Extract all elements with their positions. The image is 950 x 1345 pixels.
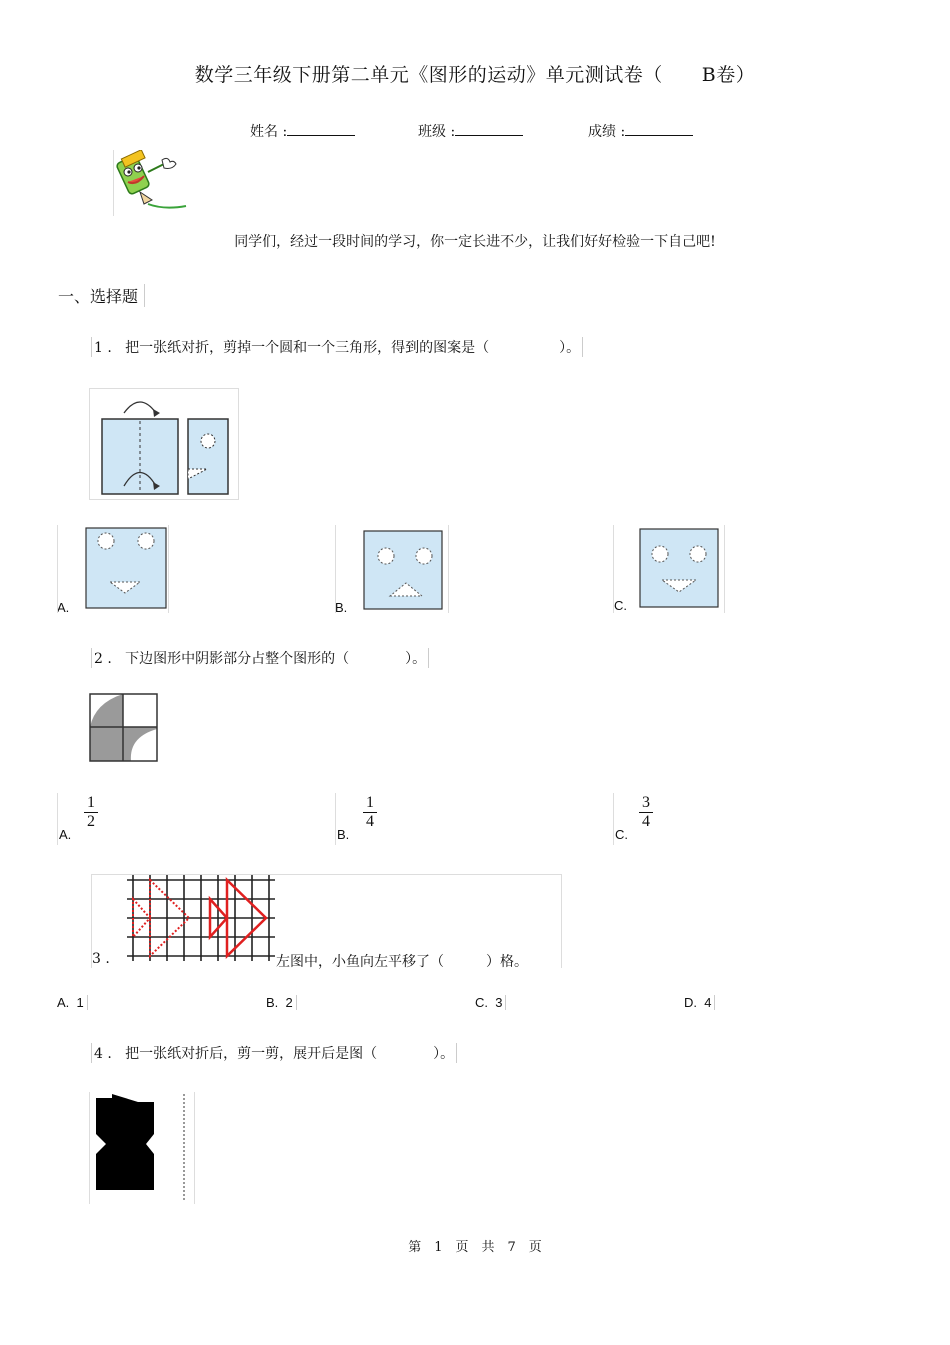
q2-option-c-label: C. xyxy=(615,827,628,842)
q1-number: 1 . xyxy=(94,340,112,356)
class-blank[interactable] xyxy=(455,123,523,136)
name-field[interactable] xyxy=(250,121,355,141)
name-blank[interactable] xyxy=(287,123,355,136)
question-4 xyxy=(91,1043,457,1063)
q4-number: 4 . xyxy=(94,1046,112,1062)
q4-folded-paper-figure xyxy=(89,1092,195,1204)
q3-number: 3 . xyxy=(92,951,110,967)
q2-option-b-fraction xyxy=(363,795,377,830)
section-title: 一、选择题 xyxy=(58,284,145,307)
q2-text: 下边图形中阴影部分占整个图形的（ ）。 xyxy=(125,651,427,667)
q2-number: 2 . xyxy=(94,651,112,667)
q1-option-a-label[interactable]: A. xyxy=(57,600,70,615)
q1-text: 把一张纸对折，剪掉一个圆和一个三角形，得到的图案是（ ）。 xyxy=(125,340,581,356)
q1-option-b-label[interactable]: B. xyxy=(335,600,348,615)
name-label: 姓名 : xyxy=(250,124,288,140)
q3-option-d-label: D. xyxy=(684,995,697,1010)
q2-b-denominator: 4 xyxy=(366,813,374,830)
q3-option-b[interactable] xyxy=(266,995,297,1010)
q1-option-a[interactable] xyxy=(57,525,169,613)
q2-shaded-figure xyxy=(89,693,159,763)
q3-option-a-value: 1 xyxy=(76,995,84,1010)
q3-option-c[interactable] xyxy=(475,995,506,1010)
q2-option-c[interactable] xyxy=(613,793,654,845)
score-field[interactable] xyxy=(588,121,693,141)
q3-option-c-label: C. xyxy=(475,995,488,1010)
q1-option-c[interactable] xyxy=(613,525,725,613)
q3-option-c-value: 3 xyxy=(495,995,503,1010)
score-label: 成绩 : xyxy=(588,124,626,140)
question-1 xyxy=(91,337,583,357)
q3-fish-grid xyxy=(125,875,277,963)
q2-option-c-fraction xyxy=(639,795,653,830)
score-blank[interactable] xyxy=(625,123,693,136)
class-label: 班级 : xyxy=(418,124,456,140)
pencil-mascot-icon xyxy=(113,150,190,216)
q2-option-b[interactable] xyxy=(335,793,376,845)
q2-option-a-label: A. xyxy=(59,827,72,842)
question-2 xyxy=(91,648,429,668)
q2-b-numerator: 1 xyxy=(366,794,374,811)
q2-a-denominator: 2 xyxy=(87,813,95,830)
q2-option-a[interactable] xyxy=(57,793,98,845)
q3-option-a[interactable] xyxy=(57,995,88,1010)
q3-option-d[interactable] xyxy=(684,995,715,1010)
q1-option-b[interactable] xyxy=(335,525,449,613)
q2-c-denominator: 4 xyxy=(642,813,650,830)
page-title: 数学三年级下册第二单元《图形的运动》单元测试卷（ B卷） xyxy=(194,64,756,86)
q1-folding-figure xyxy=(89,388,239,500)
q3-text: 左图中，小鱼向左平移了（ ）格。 xyxy=(276,954,528,970)
q3-option-a-label: A. xyxy=(57,995,70,1010)
q3-option-d-value: 4 xyxy=(704,995,712,1010)
question-3 xyxy=(91,874,562,968)
q2-c-numerator: 3 xyxy=(642,794,650,811)
class-field[interactable] xyxy=(418,121,523,141)
q4-text: 把一张纸对折后，剪一剪，展开后是图（ ）。 xyxy=(125,1046,455,1062)
q1-option-c-label[interactable]: C. xyxy=(614,598,627,613)
q2-a-numerator: 1 xyxy=(87,794,95,811)
q3-option-b-value: 2 xyxy=(285,995,293,1010)
q3-option-b-label: B. xyxy=(266,995,279,1010)
intro-text: 同学们，经过一段时间的学习，你一定长进不少，让我们好好检验一下自己吧! xyxy=(234,234,716,250)
q2-option-a-fraction xyxy=(84,795,98,830)
q2-option-b-label: B. xyxy=(337,827,350,842)
page-footer: 第 1 页 共 7 页 xyxy=(408,1240,542,1255)
